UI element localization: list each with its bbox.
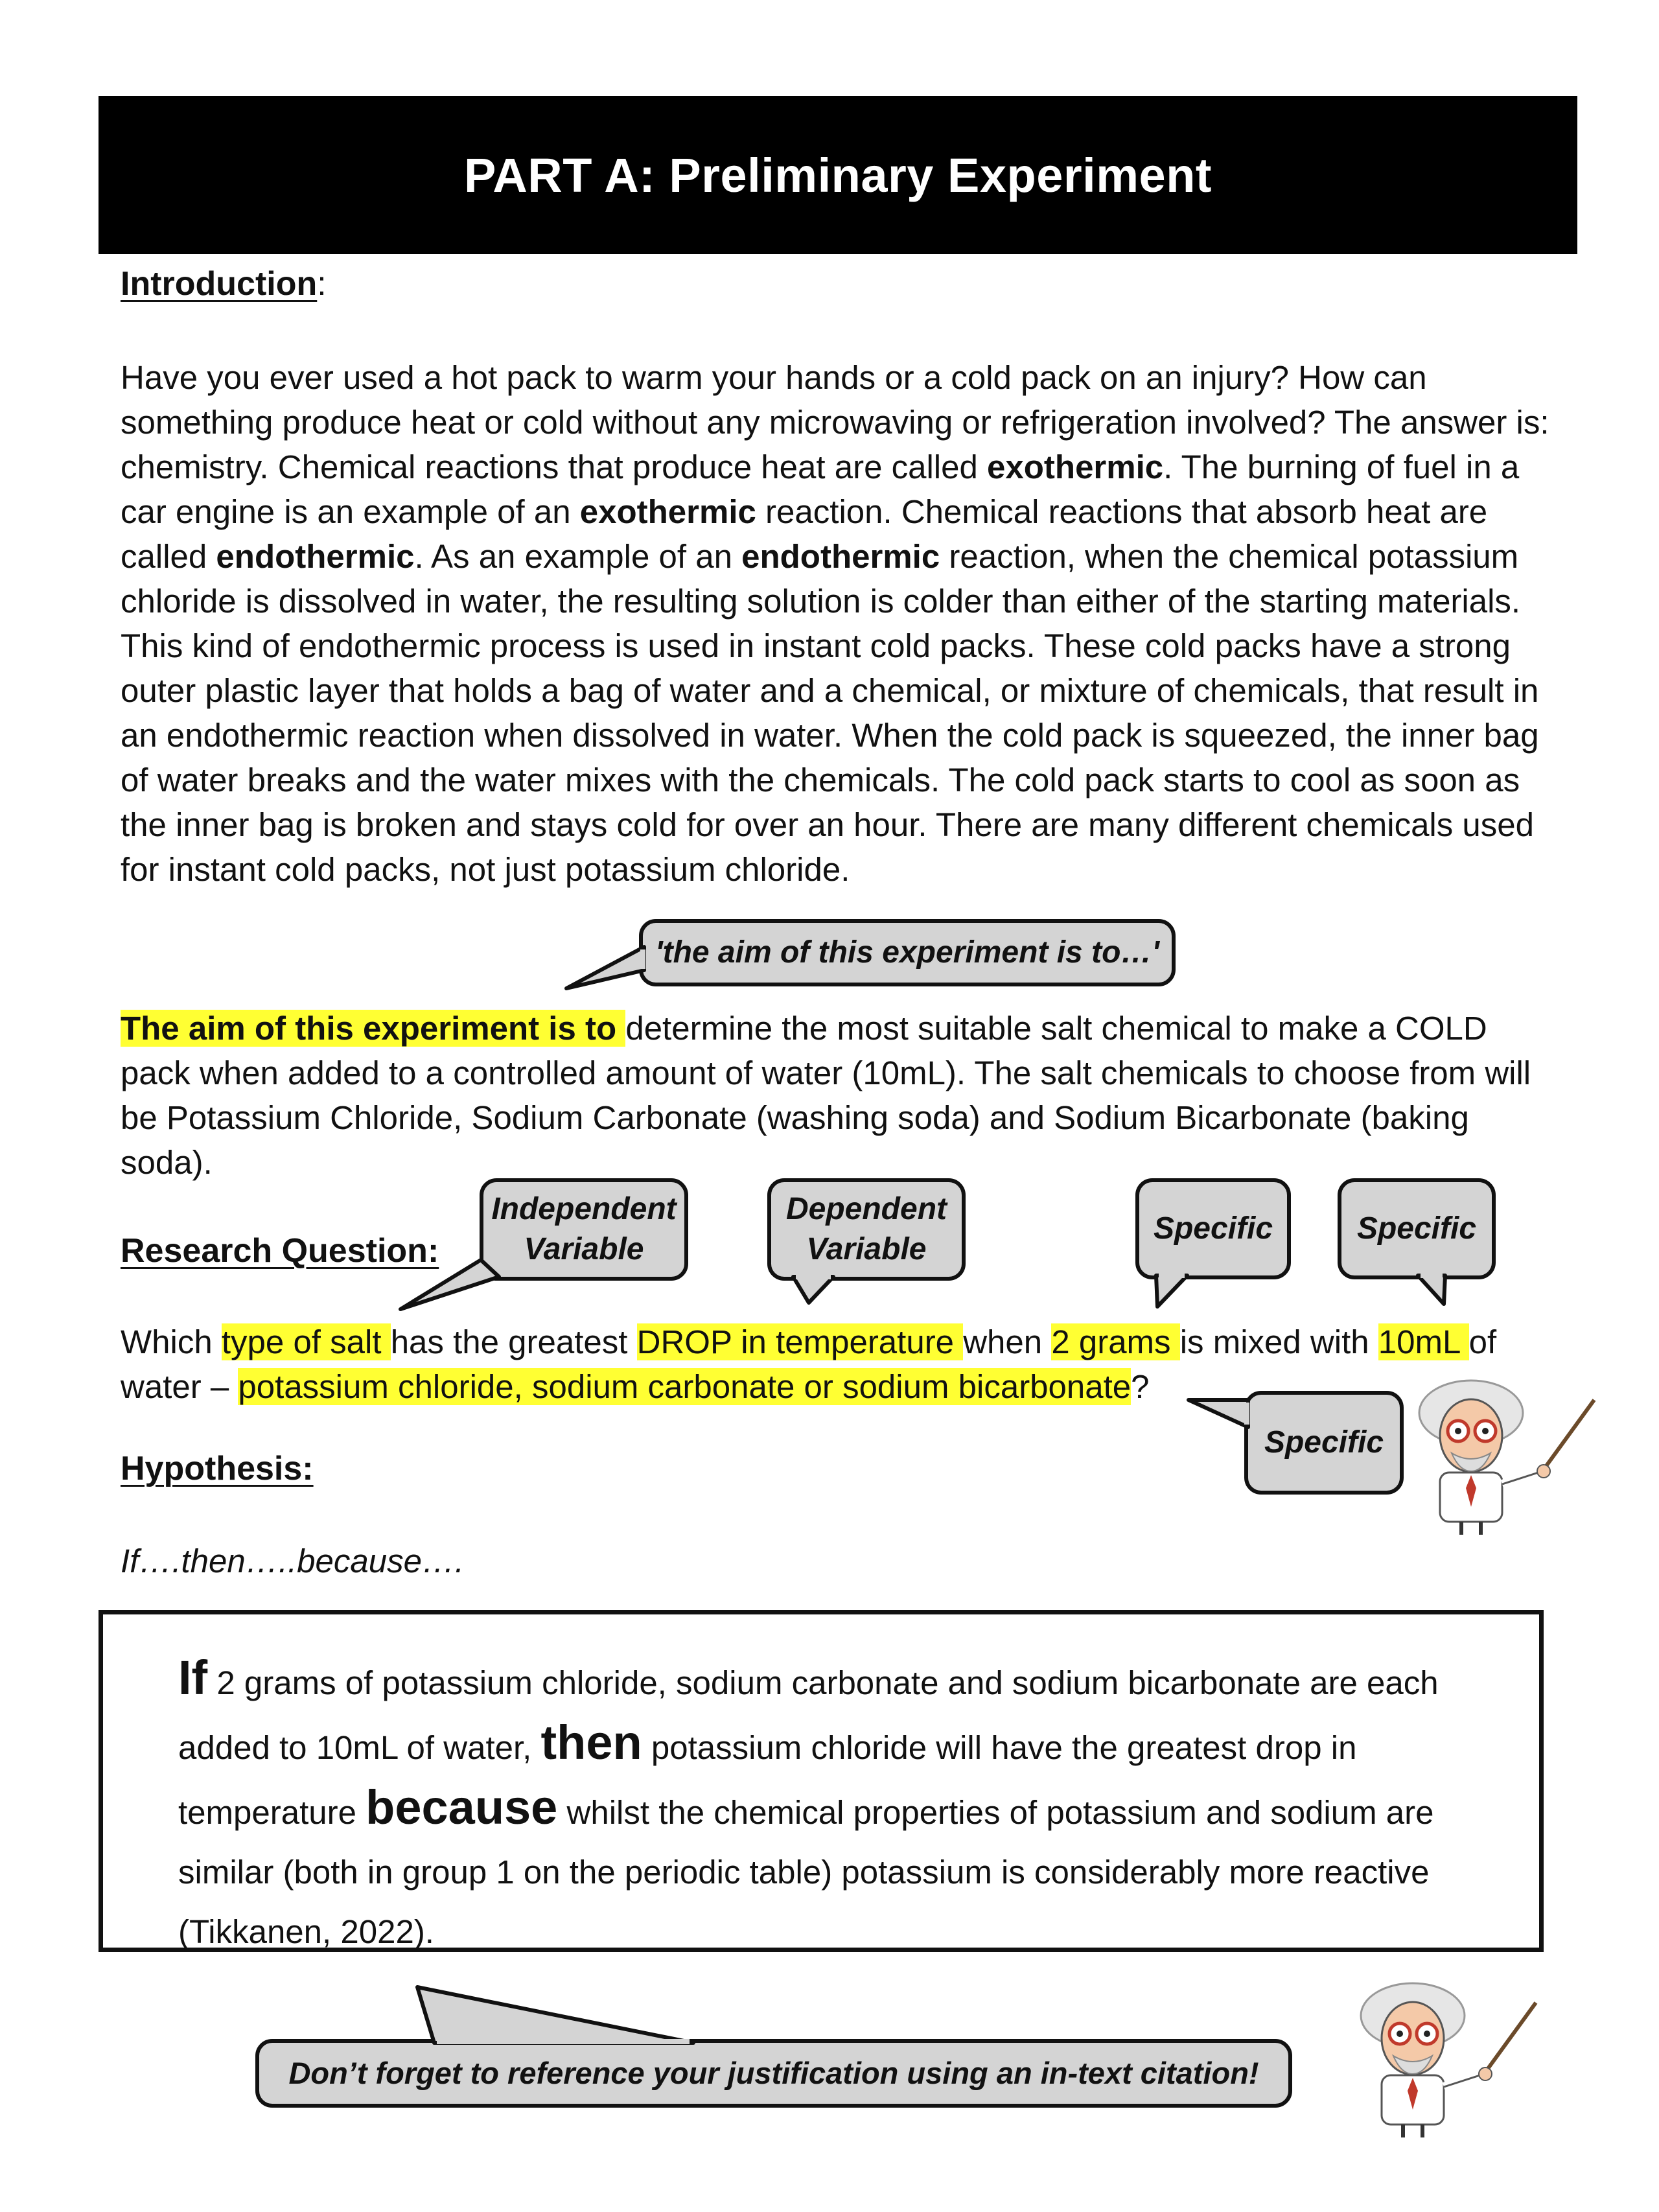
specific-bubble-1 bbox=[1135, 1178, 1291, 1279]
intro-text: Have you ever used a hot pack to warm your hands or a cold pack on an injury? How can something produce heat or cold without any microwaving or refrigeration involved? The answer is: chemistry. Chemical reactions that produce heat are called bbox=[121, 359, 1549, 485]
aim-lead: The aim of this experiment is to bbox=[121, 1010, 626, 1047]
aim-paragraph bbox=[121, 1006, 1559, 1185]
question-text: has the greatest bbox=[390, 1323, 637, 1360]
hypothesis-then: then bbox=[540, 1716, 642, 1769]
keyword-bold: endothermic bbox=[216, 538, 415, 575]
highlighted-term: type of salt bbox=[221, 1323, 391, 1360]
intro-text: reaction, when the chemical potassium chloride is dissolved in water, the resulting solution is colder than either of the starting materials. This kind of endothermic process is used in instant cold packs. These cold packs have a strong outer plastic layer that holds a bag of water and a chemical, or mixture of chemicals, that result in an endothermic reaction when dissolved in water. When the cold pack is squeezed, the inner bag of water breaks and the water mixes with the chemicals. The cold pack starts to cool as soon as the inner bag is broken and stays cold for over an hour. There are many different chemicals used for instant cold packs, not just potassium chloride. bbox=[121, 538, 1539, 888]
highlighted-term: 10mL bbox=[1378, 1323, 1469, 1360]
hypothesis-template: If….then…..because…. bbox=[121, 1543, 465, 1579]
introduction-heading bbox=[121, 264, 327, 303]
aim-callout-text: 'the aim of this experiment is to…' bbox=[655, 935, 1159, 970]
independent-variable-bubble bbox=[480, 1178, 688, 1281]
dependent-variable-bubble bbox=[767, 1178, 966, 1281]
introduction-heading-text: Introduction bbox=[121, 265, 318, 303]
specific-bubble-3-text: Specific bbox=[1264, 1425, 1384, 1460]
question-text: is mixed with bbox=[1179, 1323, 1378, 1360]
hypothesis-part1: 2 grams of potassium chloride, sodium carbonate and sodium bicarbonate are each added to 10mL of water, bbox=[178, 1664, 1439, 1766]
keyword-bold: endothermic bbox=[741, 538, 940, 575]
question-text: of water – bbox=[121, 1323, 1497, 1405]
specific-bubble-2 bbox=[1338, 1178, 1496, 1279]
specific-bubble-2-text: Specific bbox=[1356, 1211, 1477, 1246]
specific-bubble-3-tail bbox=[1179, 1393, 1257, 1439]
introduction-paragraph bbox=[121, 355, 1559, 892]
specific-bubble-3 bbox=[1244, 1391, 1404, 1495]
intro-text: . The burning of fuel in a car engine is an example of an bbox=[121, 448, 1520, 530]
highlighted-term: potassium chloride, sodium carbonate or sodium bicarbonate bbox=[238, 1368, 1131, 1405]
specific-bubble-1-tail bbox=[1147, 1273, 1199, 1318]
intro-text: reaction. Chemical reactions that absorb heat are called bbox=[121, 493, 1488, 575]
highlighted-term: DROP in temperature bbox=[636, 1323, 964, 1360]
aim-callout-bubble bbox=[639, 919, 1176, 986]
hypothesis-heading: Hypothesis: bbox=[121, 1450, 314, 1487]
independent-variable-text: Independent Variable bbox=[491, 1192, 677, 1266]
professor-illustration-2 bbox=[1341, 1977, 1542, 2139]
hypothesis-part3: whilst the chemical properties of potassium and sodium are similar (both in group 1 on the periodic table) potassium is considerably more reactive (Tikkanen, 2022). bbox=[178, 1794, 1434, 1950]
aim-callout-tail bbox=[564, 943, 655, 1001]
introduction-heading-colon: : bbox=[317, 265, 327, 303]
question-text: ? bbox=[1131, 1368, 1150, 1405]
question-text: Which bbox=[121, 1323, 222, 1360]
keyword-bold: exothermic bbox=[579, 493, 756, 530]
question-text: when bbox=[963, 1323, 1052, 1360]
specific-bubble-1-text: Specific bbox=[1153, 1211, 1273, 1246]
dependent-variable-tail bbox=[784, 1274, 842, 1313]
page-title: PART A: Preliminary Experiment bbox=[99, 96, 1577, 254]
highlighted-term: 2 grams bbox=[1051, 1323, 1180, 1360]
citation-reminder-tail bbox=[408, 1983, 706, 2048]
dependent-variable-text: Dependent Variable bbox=[785, 1192, 947, 1266]
hypothesis-if: If bbox=[178, 1651, 208, 1705]
keyword-bold: exothermic bbox=[987, 448, 1164, 485]
hypothesis-box bbox=[99, 1610, 1544, 1952]
intro-text: . As an example of an bbox=[414, 538, 742, 575]
citation-reminder-text: Don’t forget to reference your justification using an in-text citation! bbox=[288, 2056, 1259, 2090]
aim-body: determine the most suitable salt chemical to make a COLD pack when added to a controlled amount of water (10mL). The salt chemicals to choose from will be Potassium Chloride, Sodium Carbonate (washing soda) and Sodium Bicarbonate (baking soda). bbox=[121, 1010, 1531, 1181]
citation-reminder-bubble bbox=[255, 2039, 1292, 2108]
hypothesis-because: because bbox=[365, 1780, 558, 1834]
independent-variable-tail bbox=[395, 1257, 499, 1316]
specific-bubble-2-tail bbox=[1413, 1273, 1465, 1318]
research-question-heading: Research Question: bbox=[121, 1232, 439, 1270]
professor-illustration bbox=[1400, 1374, 1601, 1536]
hypothesis-part2: potassium chloride will have the greatest drop in temperature bbox=[178, 1729, 1357, 1831]
